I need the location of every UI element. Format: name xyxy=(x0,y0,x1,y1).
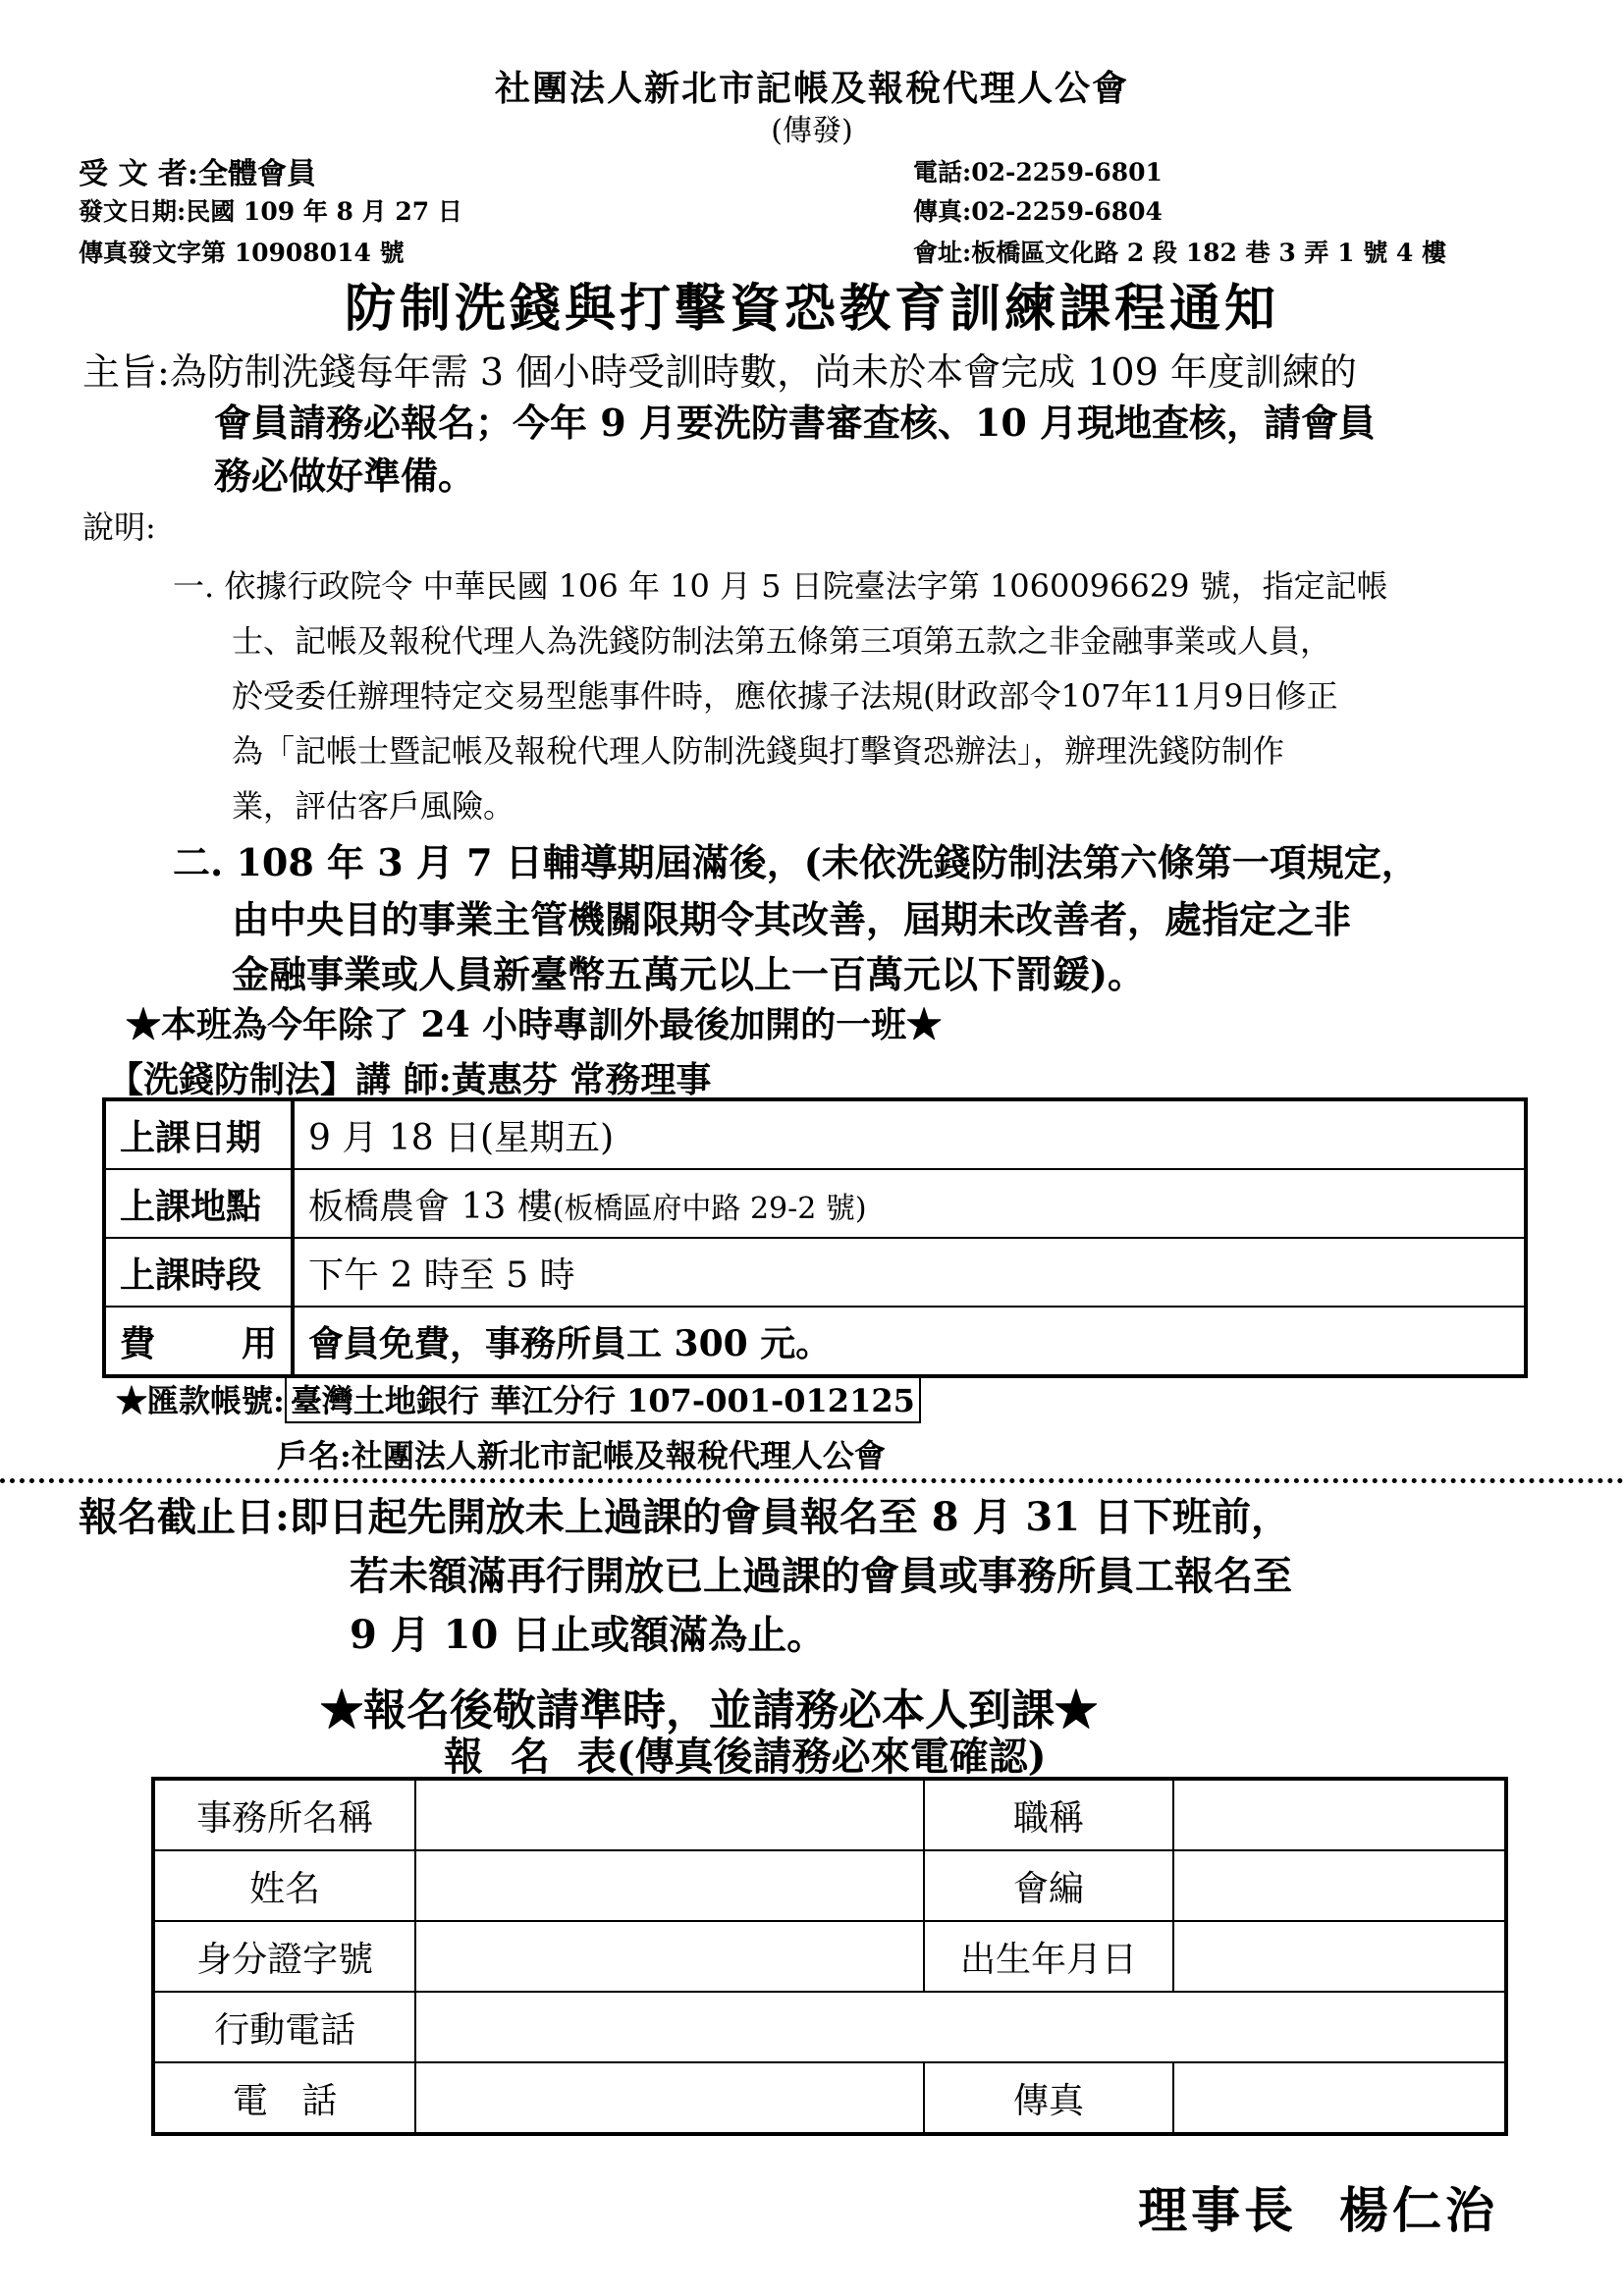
phone-label: 電 話 xyxy=(153,2062,415,2134)
fax: 傳真:02-2259-6804 xyxy=(913,197,1163,226)
highlight-banner: ★本班為今年除了 24 小時專訓外最後加開的一班★ xyxy=(126,1004,943,1045)
form-row-mobile xyxy=(153,1992,1506,2062)
subject-line-1: 主旨:為防制洗錢每年需 3 個小時受訓時數，尚未於本會完成 109 年度訓練的 xyxy=(82,350,1357,394)
course-fee-value: 會員免費，事務所員工 300 元。 xyxy=(293,1307,1526,1376)
item1-line-4: 為「記帳士暨記帳及報稅代理人防制洗錢與打擊資恐辦法」，辦理洗錢防制作 xyxy=(232,732,1285,770)
course-fee-row xyxy=(104,1307,1526,1376)
form-row-office xyxy=(153,1779,1506,1850)
doc-number: 傳真發文字第 10908014 號 xyxy=(79,239,405,267)
deadline-line-2: 若未額滿再行開放已上過課的會員或事務所員工報名至 xyxy=(350,1553,1292,1599)
item1-line-5: 業，評估客戶風險。 xyxy=(232,787,515,825)
fax-label: 傳真 xyxy=(924,2062,1173,2134)
job-title-label: 職稱 xyxy=(924,1779,1173,1850)
course-date-value: 9 月 18 日(星期五) xyxy=(293,1099,1526,1169)
course-place-value: 板橋農會 13 樓 xyxy=(308,1186,553,1227)
job-title-field[interactable] xyxy=(1173,1779,1506,1850)
course-time-label: 上課時段 xyxy=(104,1238,293,1307)
item2-line-2: 由中央目的事業主管機關限期令其改善，屆期未改善者，處指定之非 xyxy=(232,897,1352,941)
course-place-cell xyxy=(293,1169,1526,1238)
instructor: 【洗錢防制法】講 師:黃惠芬 常務理事 xyxy=(108,1059,712,1100)
course-time-value: 下午 2 時至 5 時 xyxy=(293,1238,1526,1307)
item2-line-1: 二. 108 年 3 月 7 日輔導期屆滿後，(未依洗錢防制法第六條第一項規定， xyxy=(173,840,1419,884)
explain-label: 說明: xyxy=(82,508,156,546)
name-label: 姓名 xyxy=(153,1850,415,1921)
course-info-table xyxy=(102,1097,1528,1378)
fax-field[interactable] xyxy=(1173,2062,1506,2134)
form-row-id xyxy=(153,1921,1506,1992)
notice-title: 防制洗錢與打擊資恐教育訓練課程通知 xyxy=(344,279,1279,339)
registration-form xyxy=(151,1777,1508,2136)
birth-date-field[interactable] xyxy=(1173,1921,1506,1992)
course-time-row xyxy=(104,1238,1526,1307)
issue-date: 發文日期:民國 109 年 8 月 27 日 xyxy=(79,197,462,226)
member-no-field[interactable] xyxy=(1173,1850,1506,1921)
course-date-row xyxy=(104,1099,1526,1169)
item1-line-2: 士、記帳及報稅代理人為洗錢防制法第五條第三項第五款之非金融事業或人員， xyxy=(232,622,1332,660)
phone: 電話:02-2259-6801 xyxy=(913,158,1163,187)
recipient: 受 文 者:全體會員 xyxy=(79,157,316,191)
office-name-label: 事務所名稱 xyxy=(153,1779,415,1850)
id-number-field[interactable] xyxy=(415,1921,924,1992)
office-name-field[interactable] xyxy=(415,1779,924,1850)
chairman-signature: 理事長 楊仁治 xyxy=(1138,2181,1498,2239)
mobile-label: 行動電話 xyxy=(153,1992,415,2062)
account-label: ★匯款帳號: xyxy=(116,1382,285,1419)
form-title: 報 名 表(傳真後請務必來電確認) xyxy=(444,1734,1047,1780)
course-place-row xyxy=(104,1169,1526,1238)
subject-line-2: 會員請務必報名；今年 9 月要洗防書審查核、10 月現地查核，請會員 xyxy=(214,400,1377,445)
deadline-line-1: 報名截止日:即日起先開放未上過課的會員報名至 8 月 31 日下班前， xyxy=(79,1494,1290,1540)
address: 會址:板橋區文化路 2 段 182 巷 3 弄 1 號 4 樓 xyxy=(913,239,1447,267)
item1-line-1: 一. 依據行政院令 中華民國 106 年 10 月 5 日院臺法字第 1060096629 號，指定記帳 xyxy=(173,567,1388,605)
mobile-field[interactable] xyxy=(415,1992,1506,2062)
id-number-label: 身分證字號 xyxy=(153,1921,415,1992)
course-fee-label: 費用 xyxy=(104,1307,293,1376)
dispatch-note: (傳發) xyxy=(771,114,853,148)
org-name: 社團法人新北市記帳及報稅代理人公會 xyxy=(494,68,1129,109)
cut-line-divider xyxy=(0,1478,1624,1483)
subject-line-3: 務必做好準備。 xyxy=(214,454,476,498)
course-date-label: 上課日期 xyxy=(104,1099,293,1169)
deadline-line-3: 9 月 10 日止或額滿為止。 xyxy=(350,1612,827,1658)
course-place-note: (板橋區府中路 29-2 號) xyxy=(552,1191,867,1226)
form-row-name xyxy=(153,1850,1506,1921)
account-number: 臺灣土地銀行 華江分行 107-001-012125 xyxy=(285,1374,921,1423)
account-row xyxy=(116,1374,921,1423)
member-no-label: 會編 xyxy=(924,1850,1173,1921)
item2-line-3: 金融事業或人員新臺幣五萬元以上一百萬元以下罰鍰)。 xyxy=(232,952,1145,996)
name-field[interactable] xyxy=(415,1850,924,1921)
attendance-reminder: ★報名後敬請準時，並請務必本人到課★ xyxy=(320,1685,1098,1735)
account-name: 戶名:社團法人新北市記帳及報稅代理人公會 xyxy=(277,1437,886,1474)
birth-date-label: 出生年月日 xyxy=(924,1921,1173,1992)
item1-line-3: 於受委任辦理特定交易型態事件時，應依據子法規(財政部令107年11月9日修正 xyxy=(232,677,1338,715)
phone-field[interactable] xyxy=(415,2062,924,2134)
form-row-phone xyxy=(153,2062,1506,2134)
course-place-label: 上課地點 xyxy=(104,1169,293,1238)
